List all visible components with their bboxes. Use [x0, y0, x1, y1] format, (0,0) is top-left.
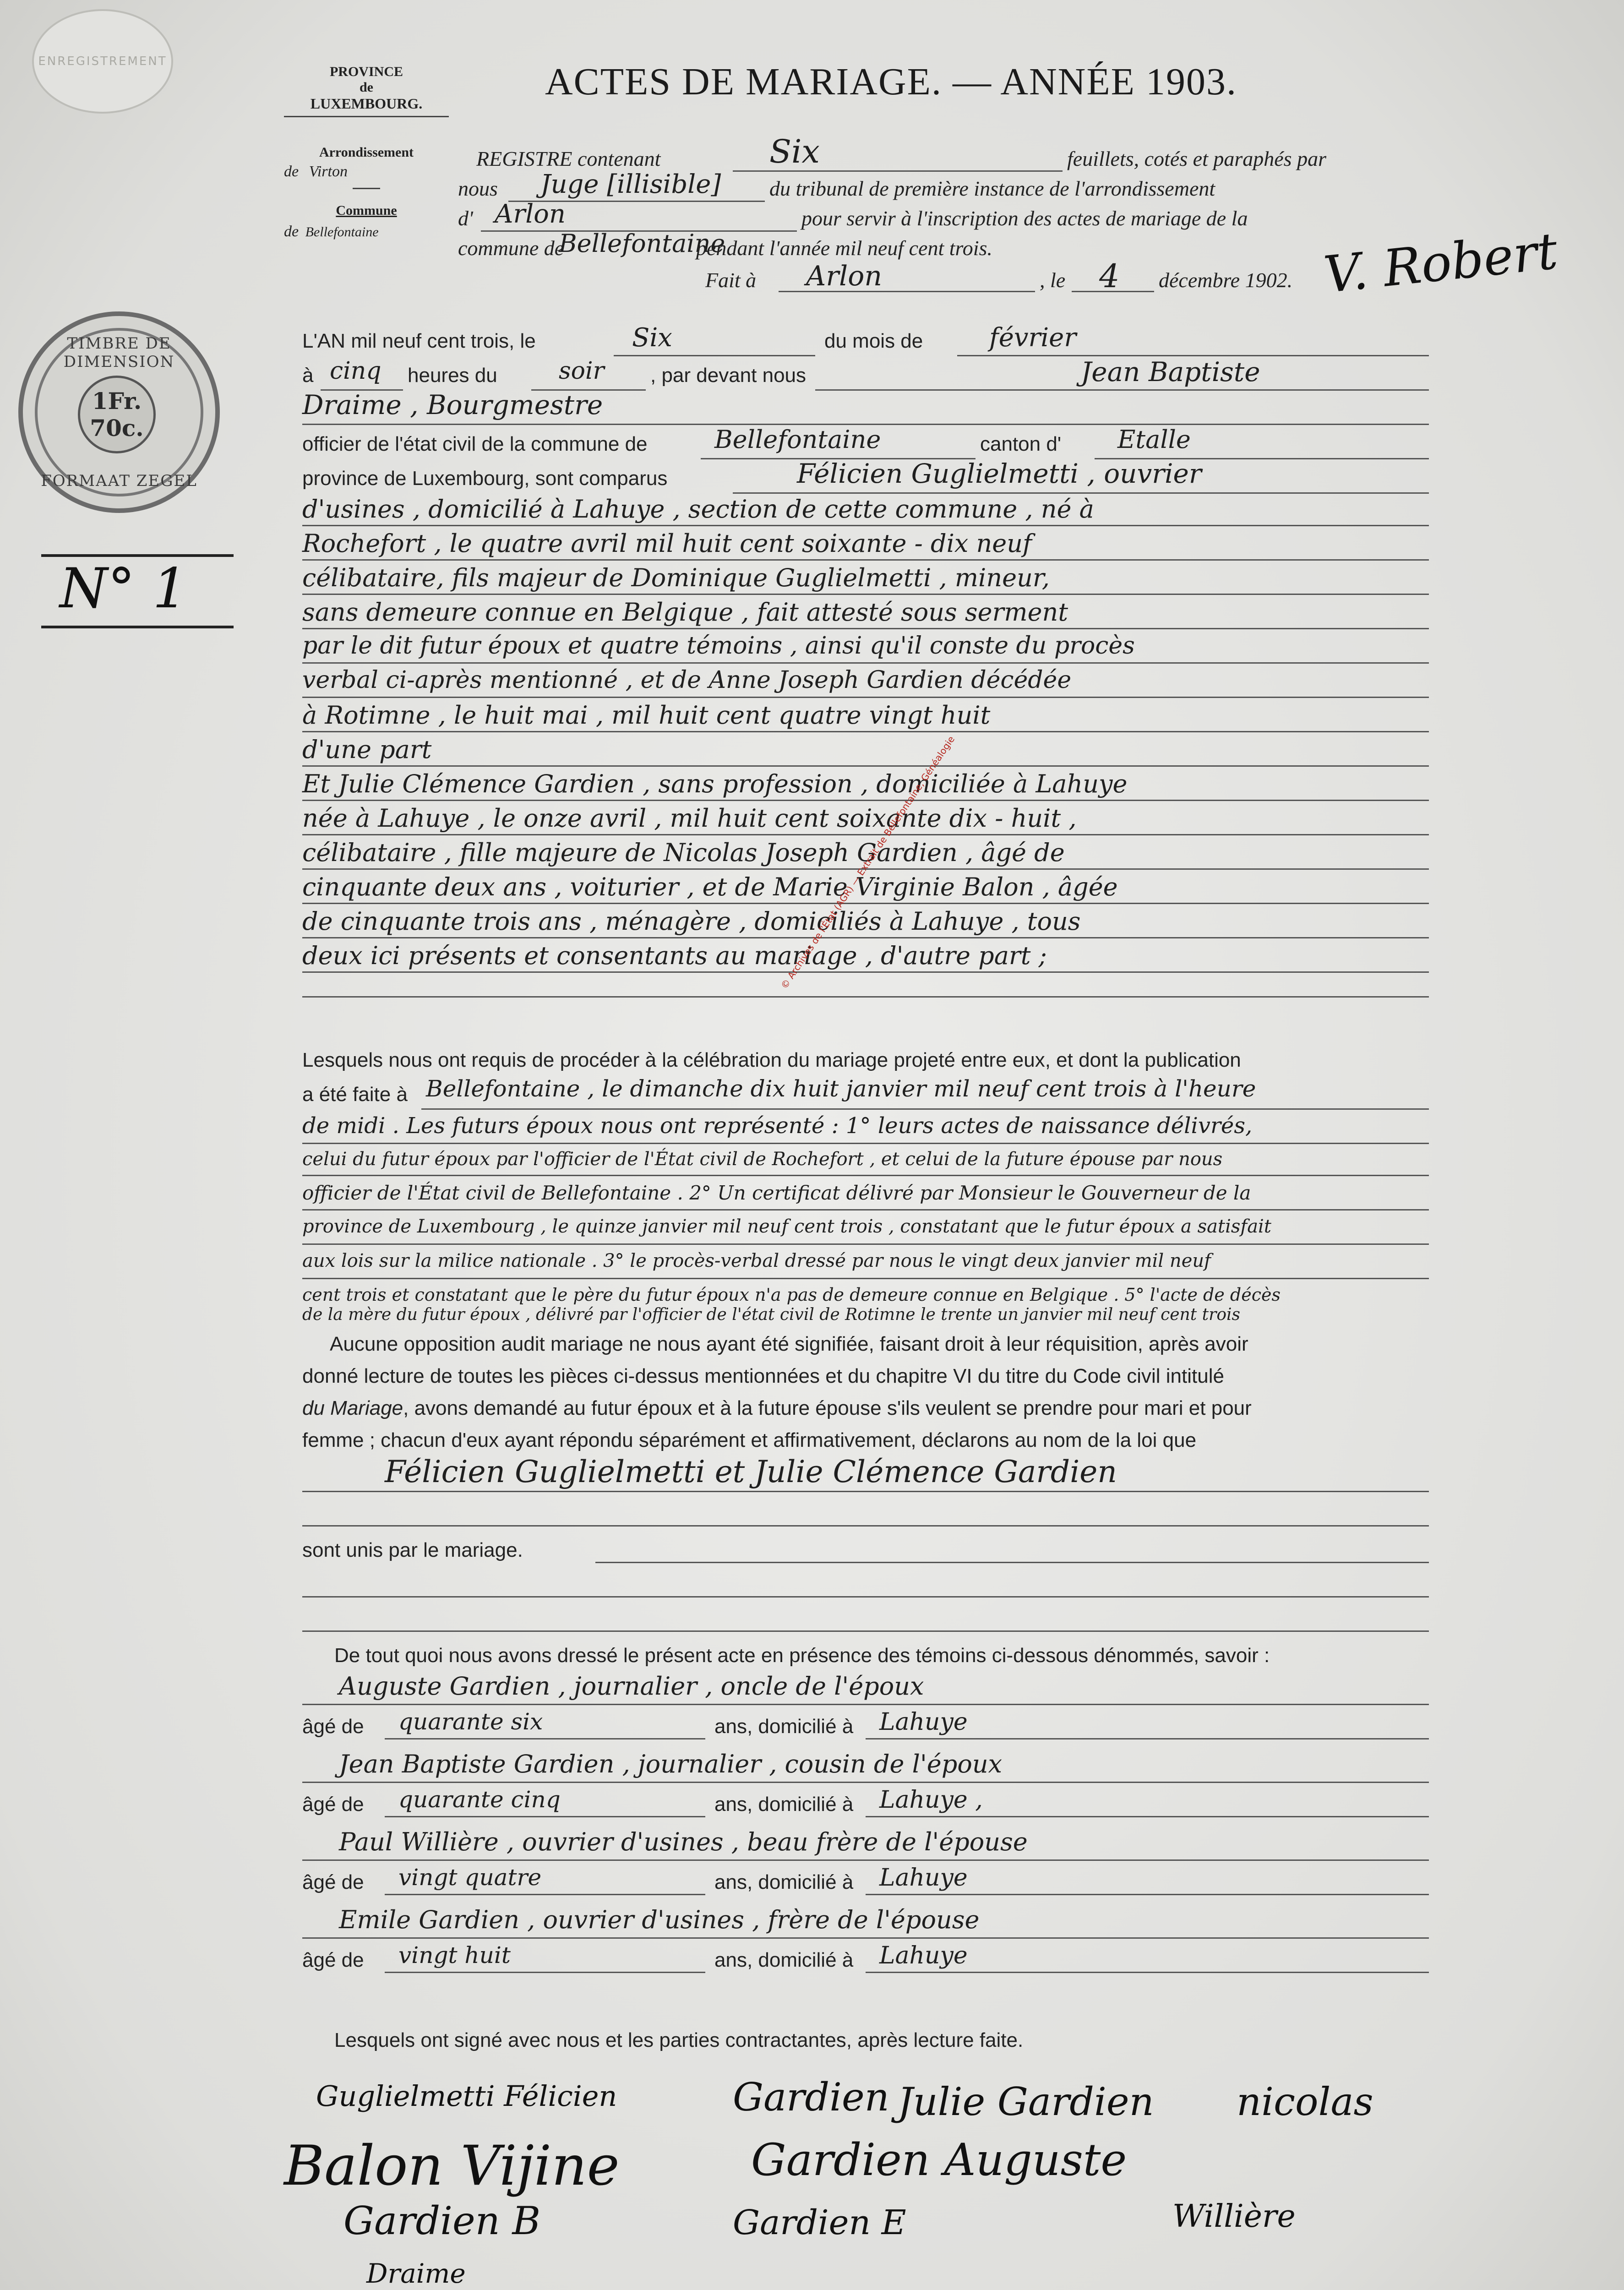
tax-stamp-value-2: 70c. — [90, 414, 144, 442]
registre-l5-hw2: 4 — [1099, 257, 1120, 295]
arrondissement-value: Virton — [309, 163, 348, 180]
act-l1b: du mois de — [824, 330, 923, 352]
act-hw-line: sans demeure connue en Belgique , fait attesté sous serment — [302, 598, 1068, 627]
publication-lead: Lesquels nous ont requis de procéder à la célébration du mariage projeté entre eux, et dont la publication — [302, 1049, 1241, 1071]
rule — [302, 1630, 1429, 1632]
publication-hw-line: de midi . Les futurs époux nous ont représenté : 1° leurs actes de naissance délivrés, — [302, 1113, 1253, 1139]
publication-p4: femme ; chacun d'eux ayant répondu séparément et affirmativement, déclarons au nom de la loi que — [302, 1429, 1197, 1451]
registre-l4-hw: Bellefontaine — [559, 229, 725, 258]
province-de: de — [360, 80, 373, 95]
publication-p3b: , avons demandé au futur époux et à la future épouse s'ils veulent se prendre pour mari et pour — [403, 1397, 1252, 1419]
signature-groom: Guglielmetti Félicien — [316, 2079, 617, 2113]
witness-age: quarante six — [398, 1708, 543, 1735]
arrondissement-de: de — [284, 163, 299, 180]
act-hw-line: célibataire , fille majeure de Nicolas Joseph Gardien , âgé de — [302, 838, 1065, 867]
witness-age-label: âgé de — [302, 1871, 364, 1893]
witnesses-lead: De tout quoi nous avons dressé le présent acte en présence des témoins ci-dessous dénommés, savoir : — [334, 1644, 1270, 1667]
act-hw-line: verbal ci-après mentionné , et de Anne Joseph Gardien décédée — [302, 666, 1072, 694]
act-l4a: officier de l'état civil de la commune de — [302, 433, 648, 455]
commune-label: Commune — [336, 203, 397, 218]
witness-place: Lahuye — [879, 1864, 968, 1892]
tax-stamp-ring-bottom: FORMAAT ZEGEL — [41, 472, 197, 490]
signature-gardien-b: Gardien B — [343, 2198, 541, 2243]
witness-block — [302, 1672, 1447, 2029]
rule — [302, 1596, 1429, 1598]
publication-p2: donné lecture de toutes les pièces ci-dessus mentionnées et du chapitre VI du titre du Code civil intitulé — [302, 1365, 1224, 1387]
act-hw-line: d'une part — [302, 735, 432, 764]
act-l5-hw: Félicien Guglielmetti , ouvrier — [797, 458, 1202, 489]
witness-age-label: âgé de — [302, 1949, 364, 1971]
commune-de: de — [284, 223, 299, 240]
registre-l4a: commune de — [458, 236, 564, 260]
witness-place: Lahuye — [879, 1708, 968, 1736]
registre-signature: V. Robert — [1321, 221, 1560, 305]
act-l3-hw: Draime , Bourgmestre — [302, 389, 603, 420]
witness-name: Auguste Gardien , journalier , oncle de l'époux — [339, 1672, 924, 1701]
unis-text: sont unis par le mariage. — [302, 1539, 523, 1561]
witness-age: vingt huit — [398, 1942, 511, 1968]
act-l1a: L'AN mil neuf cent trois, le — [302, 330, 536, 352]
act-hw-line: d'usines , domicilié à Lahuye , section de cette commune , né à — [302, 495, 1094, 523]
rule — [595, 1562, 1429, 1563]
signature-gardien-e: Gardien E — [733, 2203, 906, 2242]
act-hw-line: née à Lahuye , le onze avril , mil huit cent soixante dix - huit , — [302, 804, 1077, 833]
act-hw-line: à Rotimne , le huit mai , mil huit cent quatre vingt huit — [302, 701, 991, 730]
tax-stamp-ring-top: TIMBRE DE DIMENSION — [63, 334, 175, 371]
witness-place: Lahuye , — [879, 1786, 983, 1814]
watermark-stamp: © Archives de l'État (AGR) — Extrait de Bellefontaine, Généalogie — [779, 734, 957, 991]
registre-l3a: d' — [458, 207, 473, 230]
publication-hw-line: officier de l'État civil de Bellefontaine . 2° Un certificat délivré par Monsieur le Gouverneur de la — [302, 1182, 1251, 1204]
registre-l2b: du tribunal de première instance de l'arrondissement — [769, 177, 1215, 200]
registre-l4b: pendant l'année mil neuf cent trois. — [696, 236, 992, 260]
act-l1-hw: Six — [632, 323, 672, 353]
couple-names: Félicien Guglielmetti et Julie Clémence Gardien — [385, 1454, 1117, 1489]
province-label: PROVINCE — [329, 64, 403, 79]
signature-williere: Willière — [1172, 2198, 1296, 2235]
act-number — [41, 554, 234, 628]
act-l2b: heures du — [408, 364, 497, 387]
signature-nicolas: nicolas — [1237, 2079, 1373, 2124]
rule — [302, 996, 1429, 998]
registre-l2a: nous — [458, 177, 498, 200]
publication-hw-line: cent trois et constatant que le père du futur époux n'a pas de demeure connue en Belgique . 5° l'acte de décès — [302, 1285, 1281, 1305]
signature-gardien: Gardien — [733, 2075, 889, 2120]
closing-text: Lesquels ont signé avec nous et les parties contractantes, après lecture faite. — [334, 2029, 1024, 2051]
act-number-text: N° 1 — [60, 557, 188, 621]
signatures — [275, 2061, 1511, 2290]
arrondissement-label: Arrondissement — [319, 145, 414, 160]
witness-place: Lahuye — [879, 1942, 968, 1969]
witness-name: Paul Willière , ouvrier d'usines , beau frère de l'épouse — [339, 1827, 1028, 1856]
registre-l5a: Fait à — [705, 268, 757, 292]
registre-l5-hw: Arlon — [806, 260, 882, 292]
witness-ans-label: ans, domicilié à — [714, 1871, 854, 1893]
act-hw-line: par le dit futur époux et quatre témoins , ainsi qu'il conste du procès — [302, 632, 1135, 660]
page-title: ACTES DE MARIAGE. — ANNÉE 1903. — [545, 60, 1237, 103]
publication-block — [302, 1049, 1447, 1553]
registre-block — [458, 133, 1420, 295]
province-name: LUXEMBOURG. — [284, 95, 449, 117]
act-l2-hw2: soir — [559, 357, 605, 385]
publication-l2a: a été faite à — [302, 1083, 408, 1106]
registre-l1-hw: Six — [769, 133, 820, 170]
act-hw-line: cinquante deux ans , voiturier , et de Marie Virginie Balon , âgée — [302, 872, 1118, 901]
act-hw-line: Et Julie Clémence Gardien , sans profession , domiciliée à Lahuye — [302, 769, 1128, 798]
act-handwritten-body — [302, 495, 1447, 980]
signature-auguste: Gardien Auguste — [751, 2134, 1127, 2186]
registre-l3b: pour servir à l'inscription des actes de mariage de la — [801, 207, 1248, 230]
witness-name: Emile Gardien , ouvrier d'usines , frère de l'épouse — [339, 1905, 980, 1934]
signature-bride: Julie Gardien — [898, 2079, 1154, 2124]
act-l4-hw2: Etalle — [1117, 425, 1191, 454]
witness-age-label: âgé de — [302, 1715, 364, 1738]
seal-text: ENREGISTREMENT — [38, 55, 167, 68]
registre-l5c: décembre 1902. — [1159, 268, 1293, 292]
act-l5a: province de Luxembourg, sont comparus — [302, 467, 668, 490]
margin-block — [284, 64, 449, 240]
act-l4-hw: Bellefontaine — [714, 425, 881, 454]
witness-name: Jean Baptiste Gardien , journalier , cousin de l'époux — [339, 1750, 1003, 1778]
registre-l5b: , le — [1040, 268, 1066, 292]
witness-ans-label: ans, domicilié à — [714, 1793, 854, 1816]
publication-p3a: du Mariage — [302, 1397, 403, 1419]
act-l2-hw3: Jean Baptiste — [1081, 356, 1260, 387]
publication-hw-line: province de Luxembourg , le quinze janvier mil neuf cent trois , constatant que le futur époux a satisfait — [302, 1216, 1271, 1237]
publication-hw-line: de la mère du futur époux , délivré par l'officier de l'état civil de Rotimne le trente un janvier mil neuf cent trois — [302, 1305, 1240, 1324]
publication-p1: Aucune opposition audit mariage ne nous ayant été signifiée, faisant droit à leur réquisition, après avoir — [330, 1333, 1248, 1355]
act-hw-line: de cinquante trois ans , ménagère , domiciliés à Lahuye , tous — [302, 907, 1081, 936]
publication-hw-line: Bellefontaine , le dimanche dix huit janvier mil neuf cent trois à l'heure — [426, 1075, 1256, 1102]
publication-hw-line: celui du futur époux par l'officier de l'État civil de Rochefort , et celui de la future épouse par nous — [302, 1149, 1223, 1170]
act-hw-line: Rochefort , le quatre avril mil huit cent soixante - dix neuf — [302, 529, 1032, 558]
publication-hw-line: aux lois sur la milice nationale . 3° le procès-verbal dressé par nous le vingt deux janvier mil neuf — [302, 1250, 1211, 1271]
commune-value: Bellefontaine — [305, 224, 379, 240]
witness-ans-label: ans, domicilié à — [714, 1949, 854, 1971]
witness-age: quarante cinq — [398, 1786, 561, 1813]
tax-stamp-value-1: 1Fr. — [92, 387, 142, 414]
act-l1-hw2: février — [989, 323, 1077, 353]
act-l2c: , par devant nous — [650, 364, 807, 387]
act-l4b: canton d' — [980, 433, 1062, 455]
act-l2-hw: cinq — [330, 357, 381, 385]
act-hw-line: célibataire, fils majeur de Dominique Guglielmetti , mineur, — [302, 563, 1050, 592]
registre-l2-hw: Juge [illisible] — [540, 169, 721, 199]
witness-ans-label: ans, domicilié à — [714, 1715, 854, 1738]
signature-balon: Balon Vijine — [284, 2134, 620, 2198]
registre-l1b: feuillets, cotés et paraphés par — [1067, 147, 1326, 170]
act-hw-line: deux ici présents et consentants au mariage , d'autre part ; — [302, 941, 1047, 970]
registre-l3-hw: Arlon — [495, 199, 566, 229]
act-l2a: à — [302, 364, 314, 387]
tax-stamp — [18, 311, 220, 513]
registre-l1a: REGISTRE contenant — [476, 147, 661, 170]
signature-officer: Draime — [366, 2258, 466, 2289]
publication-p3 — [302, 1397, 1252, 1420]
embossed-seal — [32, 9, 173, 114]
witness-age: vingt quatre — [398, 1864, 542, 1891]
witness-age-label: âgé de — [302, 1793, 364, 1816]
